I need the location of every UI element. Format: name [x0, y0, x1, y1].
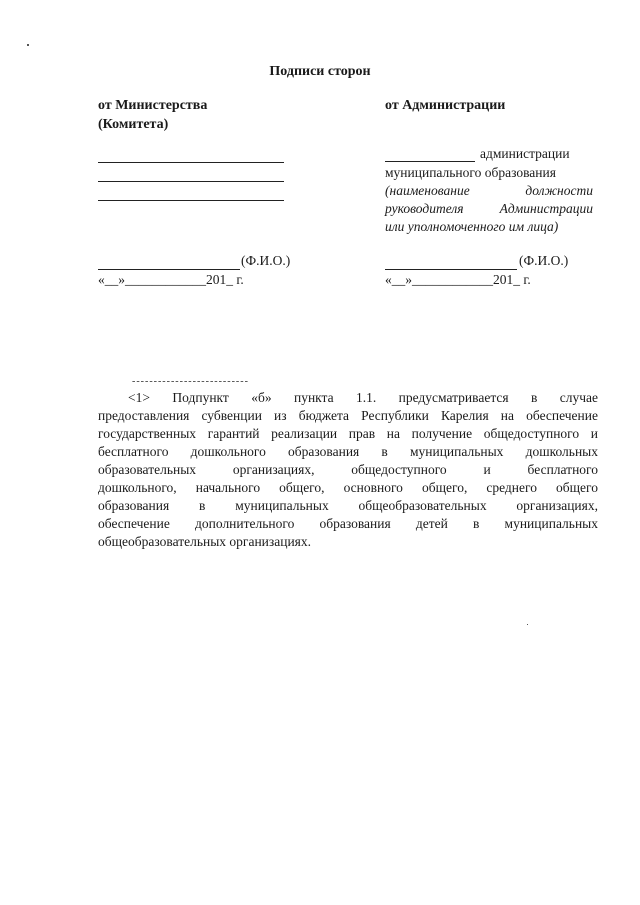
- footnote-line: государственных гарантий реализации прав на получение общедоступного и: [98, 426, 598, 441]
- fio-line: [385, 269, 517, 270]
- footnote-separator: ---------------------------: [132, 376, 249, 387]
- fio-label: (Ф.И.О.): [241, 253, 291, 268]
- footnote-line: образовательных организациях, общедоступного и бесплатного: [98, 462, 598, 477]
- position-hint-line: (наименование должности: [385, 183, 593, 198]
- scan-speck: [27, 44, 29, 46]
- signature-line: [98, 181, 284, 182]
- fio-label: (Ф.И.О.): [519, 253, 569, 268]
- admin-label: администрации: [480, 146, 570, 161]
- left-party-title: от Министерства: [98, 98, 208, 113]
- footnote-line: бесплатного дошкольного образования в муниципальных дошкольных: [98, 444, 598, 459]
- date-field: «__»____________201_ г.: [98, 272, 244, 287]
- footnote-line: предоставления субвенции из бюджета Республики Карелия на обеспечение: [98, 408, 598, 423]
- date-field: «__»____________201_ г.: [385, 272, 531, 287]
- page-heading: Подписи сторон: [269, 64, 371, 79]
- right-party-title: от Администрации: [385, 98, 506, 113]
- municipal-label: муниципального образования: [385, 165, 556, 180]
- left-party-subtitle: (Комитета): [98, 117, 169, 132]
- signature-line: [98, 200, 284, 201]
- footnote: [98, 389, 598, 551]
- footnote-line: общеобразовательных организациях.: [98, 534, 312, 549]
- scan-speck: [527, 624, 528, 625]
- position-hint-line: или уполномоченного им лица): [385, 219, 559, 234]
- footnote-line: дошкольного, начального общего, основного общего, среднего общего: [98, 480, 598, 495]
- footnote-line: <1> Подпункт «б» пункта 1.1. предусматривается в случае: [128, 390, 598, 405]
- footnote-line: образования в муниципальных общеобразовательных организациях,: [98, 498, 598, 513]
- fio-line: [98, 269, 240, 270]
- footnote-line: обеспечение дополнительного образования детей в муниципальных: [98, 516, 598, 531]
- position-hint-line: руководителя Администрации: [385, 201, 593, 216]
- signature-line: [98, 162, 284, 163]
- admin-signature-line: [385, 161, 475, 162]
